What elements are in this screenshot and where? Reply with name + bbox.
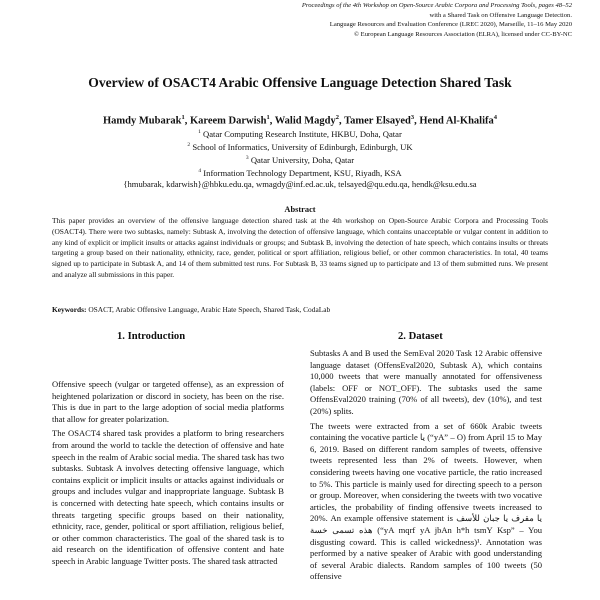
header-line-2: with a Shared Task on Offensive Language Detection.	[429, 11, 572, 19]
keywords	[52, 305, 548, 314]
author-name: Walid Magdy	[274, 115, 336, 127]
author-sep: ,	[339, 115, 345, 127]
keywords-label: Keywords:	[52, 305, 87, 314]
header-line-4: © European Language Resources Association (ELRA), licensed under CC-BY-NC	[354, 30, 572, 38]
author-sep: ,	[414, 115, 420, 127]
abstract-text: This paper provides an overview of the offensive language detection shared task at the 4th workshop on Open-Source Arabic Corpora and Processing Tools (OSACT4). There were two subtasks, namely: Subtask A, involving the detection of offensive language, which contains unacceptable or vulgar content in addition to any kind of explicit or implicit insults or attacks against individuals or groups; and Subtask B, involving the detection of hate speech, which contains insults or threats targeting a group based on their nationality, ethnicity, race, gender, political or sport affiliation, religious belief, or other common characteristics. In total, 40 teams signed up to participate in Subtask A, and 14 of them submitted test runs. For Subtask B, 33 teams signed up to participate and 13 of them submitted runs. We present and analyze all submissions in this paper.	[52, 216, 548, 279]
section-heading-dataset: 2. Dataset	[398, 331, 443, 342]
author-name: Kareem Darwish	[189, 115, 267, 127]
affiliation	[0, 140, 600, 153]
keywords-text: OSACT, Arabic Offensive Language, Arabic Hate Speech, Shared Task, CodaLab	[86, 305, 331, 314]
author-sup: 1	[181, 114, 185, 121]
author-sup: 2	[335, 114, 339, 121]
affiliation-sup: 4	[198, 168, 202, 175]
dataset-paragraph-1: Subtasks A and B used the SemEval 2020 Task 12 Arabic offensive language dataset (OffensEval2020, Subtask A), which contains 10,000 tweets that were manually annotated for offensiveness (labels: OFF or NOT_OFF). The subtasks used the same OffensEval2020 training (70% of all tweets), dev (10%), and test (20%) splits.	[310, 348, 542, 416]
dataset-body	[310, 348, 542, 583]
introduction-body	[52, 379, 284, 568]
introduction-paragraph-2: The OSACT4 shared task provides a platform to bring researchers from around the world to tackle the detection of offensive and hate speech in the realm of Arabic social media. The shared task has two subtasks. Subtask A involves detecting offensive language, which contains explicit or implicit insults or attacks against individuals or groups and includes vulgar and inappropriate language. Subtask B is concerned with detecting hate speech, which contains insults or threats targeting specific groups based on their nationality, ethnicity, race, gender, political or sport affiliation, religious belief, or other common characteristics. The goal of the shared task is to aid research on the identification of offensive content and hate speech in Arabic language Twitter posts. The shared task attracted	[52, 428, 284, 566]
affiliation-sup: 3	[245, 155, 249, 162]
affiliation-text: School of Informatics, University of Edinburgh, Edinburgh, UK	[190, 141, 413, 152]
affiliation-text: Qatar University, Doha, Qatar	[248, 154, 355, 165]
introduction-paragraph-1: Offensive speech (vulgar or targeted offense), as an expression of heightened polarization or discord in society, has been on the rise. This is due in part to the large adoption of social media platforms that allow for greater polarization.	[52, 379, 284, 424]
author-name: Tamer Elsayed	[344, 115, 411, 127]
author-emails: {hmubarak, kdarwish}@hbku.edu.qa, wmagdy@inf.ed.ac.uk, telsayed@qu.edu.qa, hendk@ksu.edu.sa	[123, 179, 477, 190]
affiliation-sup: 2	[187, 142, 191, 149]
author-sup: 1	[266, 114, 270, 121]
affiliation-text: Information Technology Department, KSU, Riyadh, KSA	[201, 168, 402, 179]
author-list	[0, 114, 600, 127]
affiliation	[0, 127, 600, 140]
header-line-1: Proceedings of the 4th Workshop on Open-Source Arabic Corpora and Processing Tools, pages 48–52	[301, 2, 572, 9]
affiliations	[0, 127, 600, 190]
affiliation	[0, 166, 600, 179]
author-name: Hamdy Mubarak	[102, 115, 182, 127]
proceedings-header	[242, 1, 572, 39]
author-sup: 3	[410, 114, 415, 121]
abstract-heading: Abstract	[284, 205, 316, 214]
affiliation-text: Qatar Computing Research Institute, HKBU, Doha, Qatar	[200, 128, 402, 139]
dataset-paragraph-2: The tweets were extracted from a set of 660k Arabic tweets containing the vocative particle يا (“yA” – O) from April 15 to May 6, 2019. Based on different random samples of tweets, offensive tweets represented less than 2% of tweets. However, when considering tweets having one vocative particle, the ratio increased to 5%. This particle is mainly used for directing speech to a person or group. Moreover, when considering the tweets with two vocative articles, the probability of finding offensive tweets increased to 20%. An example offensive statement is يا مقرف يا جبان للأسف هذه تسمى خسة (“yA mqrf yA jbAn h*h tsmY Ksp” – You disgusting coward. This is called wickedness)¹. Annotation was performed by a native speaker of Arabic with good understanding of several Arabic dialects. Random samples of 100 tweets (50 offensive	[310, 420, 543, 582]
author-name: Hend Al-Khalifa	[419, 115, 494, 127]
paper-title: Overview of OSACT4 Arabic Offensive Language Detection Shared Task	[88, 75, 512, 90]
affiliation	[0, 153, 600, 166]
author-sup: 4	[493, 114, 498, 121]
affiliation-sup: 1	[198, 129, 201, 135]
author-sep: ,	[184, 115, 190, 127]
author-sep: ,	[269, 115, 275, 127]
section-heading-introduction: 1. Introduction	[117, 331, 186, 342]
header-line-3: Language Resources and Evaluation Conference (LREC 2020), Marseille, 11–16 May 2020	[329, 21, 572, 28]
